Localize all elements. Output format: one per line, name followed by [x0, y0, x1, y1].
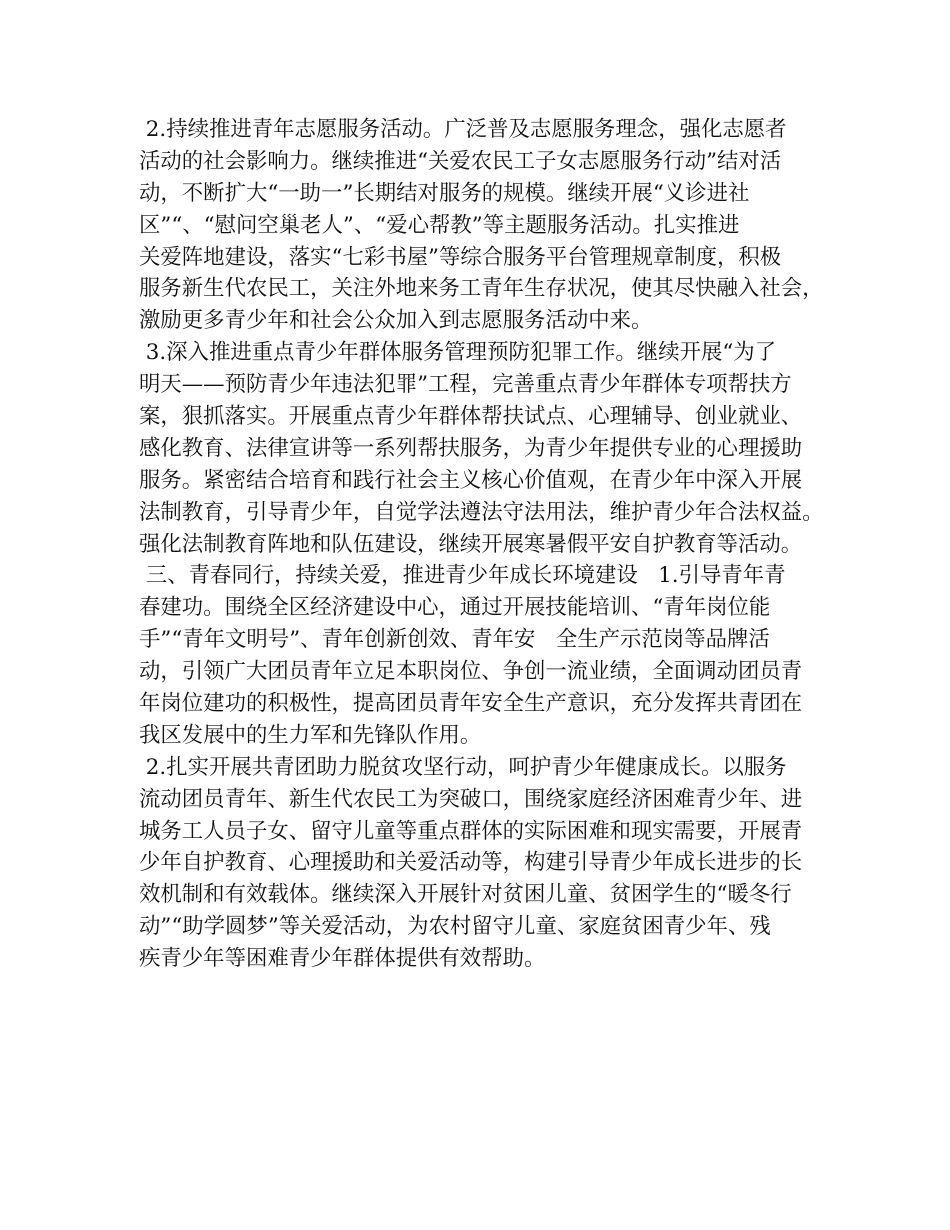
text-line: 我区发展中的生力军和先锋队作用。: [139, 722, 482, 748]
text-line: 年岗位建功的积极性，提高团员青年安全生产意识，充分发挥共青团在: [139, 691, 803, 717]
text-line: 城务工人员子女、留守儿童等重点群体的实际困难和现实需要，开展青: [139, 818, 803, 844]
text-line: 案，狠抓落实。开展重点青少年群体帮扶试点、心理辅导、创业就业、: [139, 404, 803, 430]
text-line: 少年自护教育、心理援助和关爱活动等，构建引导青少年成长进步的长: [139, 850, 803, 876]
text-line: 服务新生代农民工，关注外地来务工青年生存状况，使其尽快融入社会，: [139, 276, 824, 302]
text-line: 2.扎实开展共青团助力脱贫攻坚行动，呵护青少年健康成长。以服务: [139, 754, 787, 780]
text-line: 手”“青年文明号”、青年创新创效、青年安 全生产示范岗等品牌活: [139, 627, 770, 653]
text-line: 动，引领广大团员青年立足本职岗位、争创一流业绩，全面调动团员青: [139, 659, 803, 685]
text-line: 三、青春同行，持续关爱，推进青少年成长环境建设 1.引导青年青: [139, 563, 786, 589]
text-line: 强化法制教育阵地和队伍建设，继续开展寒暑假平安自护教育等活动。: [139, 531, 803, 557]
text-line: 春建功。围绕全区经济建设中心，通过开展技能培训、“青年岗位能: [139, 595, 771, 621]
text-line: 活动的社会影响力。继续推进“关爱农民工子女志愿服务行动”结对活: [139, 148, 782, 174]
text-line: 流动团员青年、新生代农民工为突破口，围绕家庭经济困难青少年、进: [139, 786, 803, 812]
text-line: 激励更多青少年和社会公众加入到志愿服务活动中来。: [139, 308, 653, 334]
text-line: 服务。紧密结合培育和践行社会主义核心价值观，在青少年中深入开展: [139, 467, 803, 493]
text-line: 区”“、“慰问空巢老人”、“爱心帮教”等主题服务活动。扎实推进: [139, 212, 740, 238]
text-line: 关爱阵地建设，落实“七彩书屋”等综合服务平台管理规章制度，积极: [139, 244, 782, 270]
text-line: 2.持续推进青年志愿服务活动。广泛普及志愿服务理念，强化志愿者: [139, 117, 787, 142]
text-line: 感化教育、法律宣讲等一系列帮扶服务，为青少年提供专业的心理援助: [139, 435, 803, 461]
document-body: [139, 114, 829, 975]
text-line: 法制教育，引导青少年，自觉学法遵法守法用法，维护青少年合法权益。: [139, 499, 824, 525]
text-line: 动，不断扩大“一助一”长期结对服务的规模。继续开展“义诊进社: [139, 180, 750, 206]
text-line: 动”“助学圆梦”等关爱活动，为农村留守儿童、家庭贫困青少年、残: [139, 914, 771, 940]
text-line: 疾青少年等困难青少年群体提供有效帮助。: [139, 946, 546, 972]
text-line: 3.深入推进重点青少年群体服务管理预防犯罪工作。继续开展“为了: [139, 340, 777, 366]
text-line: 效机制和有效载体。继续深入开展针对贫困儿童、贫困学生的“暖冬行: [139, 882, 792, 908]
text-line: 明天——预防青少年违法犯罪”工程，完善重点青少年群体专项帮扶方: [139, 372, 792, 398]
